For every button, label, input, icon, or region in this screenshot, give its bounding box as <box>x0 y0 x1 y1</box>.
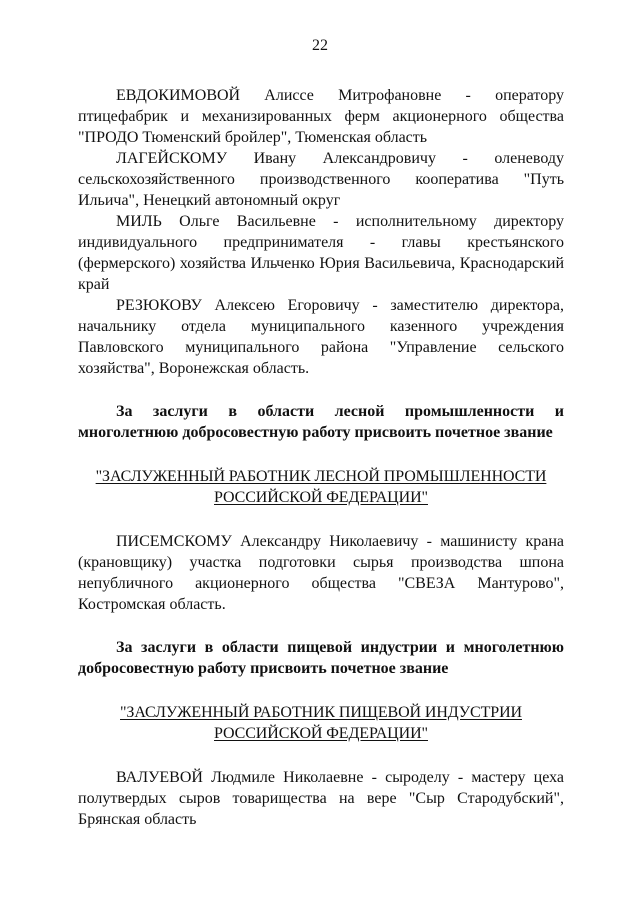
award-title-line: РОССИЙСКОЙ ФЕДЕРАЦИИ" <box>214 489 428 506</box>
award-list-section-1 <box>78 85 564 379</box>
award-section-food-industry <box>78 637 564 830</box>
award-entry: ЕВДОКИМОВОЙ Алиссе Митрофановне - оператору птицефабрик и механизированных ферм акционерного общества "ПРОДО Тюменский бройлер", Тюменская область <box>78 87 564 146</box>
award-section-forestry <box>78 401 564 615</box>
award-title-line: "ЗАСЛУЖЕННЫЙ РАБОТНИК ПИЩЕВОЙ ИНДУСТРИИ <box>120 704 522 721</box>
award-title <box>78 702 564 744</box>
page-number: 22 <box>312 37 328 54</box>
award-entry: ПИСЕМСКОМУ Александру Николаевичу - машинисту крана (крановщику) участка подготовки сырья производства шпона непубличного акционерного общества "СВЕЗА Мантурово", Костромская область. <box>78 533 564 613</box>
award-title-line: "ЗАСЛУЖЕННЫЙ РАБОТНИК ЛЕСНОЙ ПРОМЫШЛЕННОСТИ <box>95 468 547 485</box>
award-title <box>78 466 564 508</box>
award-entry: РЕЗЮКОВУ Алексею Егоровичу - заместителю директора, начальнику отдела муниципального казенного учреждения Павловского муниципального района "Управление сельского хозяйства", Воронежская область. <box>78 297 564 377</box>
award-entry: МИЛЬ Ольге Васильевне - исполнительному директору индивидуального предпринимателя - главы крестьянского (фермерского) хозяйства Ильченко Юрия Васильевича, Краснодарский край <box>78 213 564 293</box>
award-entry: ВАЛУЕВОЙ Людмиле Николаевне - сыроделу - мастеру цеха полутвердых сыров товарищества на вере "Сыр Стародубский", Брянская область <box>78 769 564 828</box>
document-body <box>78 85 564 830</box>
award-entry: ЛАГЕЙСКОМУ Ивану Александровичу - оленеводу сельскохозяйственного производственного кооператива "Путь Ильича", Ненецкий автономный округ <box>78 150 564 209</box>
award-intro: За заслуги в области пищевой индустрии и многолетнюю добросовестную работу присвоить почетное звание <box>78 639 564 677</box>
award-intro: За заслуги в области лесной промышленности и многолетнюю добросовестную работу присвоить почетное звание <box>78 403 564 441</box>
award-title-line: РОССИЙСКОЙ ФЕДЕРАЦИИ" <box>214 725 428 742</box>
